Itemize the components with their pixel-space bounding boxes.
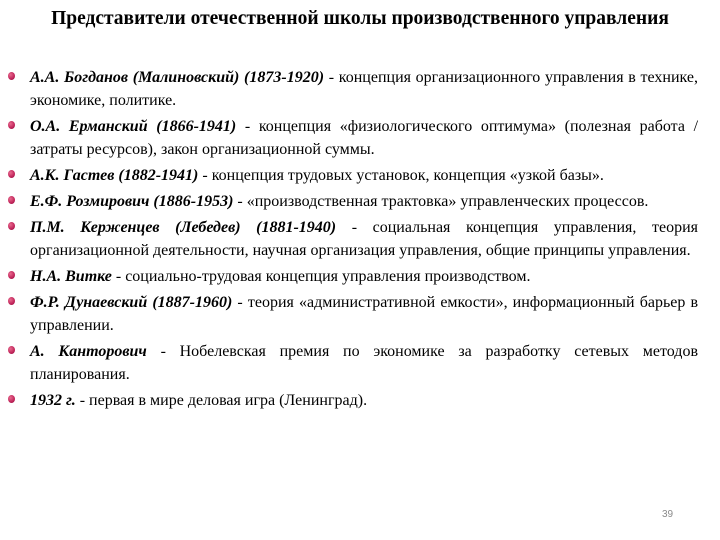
concept-description: - «производственная трактовка» управленческих процессов. (233, 193, 649, 210)
list-item-kantorovich (8, 340, 698, 386)
list-item-bogdanov (8, 66, 698, 112)
concept-description: - Нобелевская премия по экономике за разработку сетевых методов планирования. (30, 343, 698, 383)
person-name: А.А. Богданов (Малиновский) (1873-1920) (30, 69, 325, 86)
person-name: Н.А. Витке (30, 268, 112, 285)
bullet-icon (8, 222, 15, 230)
bullet-icon (8, 121, 15, 129)
list-item-dunaevsky (8, 291, 698, 337)
list-item-1932 (8, 389, 698, 412)
list-item-vitke (8, 265, 698, 288)
representatives-list (8, 66, 698, 415)
list-item-gastev (8, 164, 698, 187)
bullet-icon (8, 395, 15, 403)
person-name: А. Канторович (30, 343, 147, 360)
bullet-icon (8, 346, 15, 354)
concept-description: - социально-трудовая концепция управления производством. (111, 268, 531, 285)
person-name: А.К. Гастев (1882-1941) (30, 167, 199, 184)
bullet-icon (8, 170, 15, 178)
concept-description: - концепция организационного управления в технике, экономике, политике. (30, 69, 698, 109)
person-name: П.М. Керженцев (Лебедев) (1881-1940) (30, 219, 337, 236)
concept-description: - теория «административной емкости», информационный барьер в управлении. (30, 294, 698, 334)
list-item-ermansky (8, 115, 698, 161)
event-description: - первая в мире деловая игра (Ленинград). (75, 392, 368, 409)
concept-description: - социальная концепция управления, теория организационной деятельности, научная организация управления, общие принципы управления. (30, 219, 698, 259)
slide-title: Представители отечественной школы производственного управления (51, 8, 669, 29)
bullet-icon (8, 271, 15, 279)
bullet-icon (8, 72, 15, 80)
person-name: О.А. Ерманский (1866-1941) (30, 118, 237, 135)
bullet-icon (8, 297, 15, 305)
person-name: Е.Ф. Розмирович (1886-1953) (30, 193, 234, 210)
list-item-kerzhentsev (8, 216, 698, 262)
concept-description: - концепция «физиологического оптимума» (полезная работа / затраты ресурсов), закон организационной суммы. (30, 118, 699, 158)
concept-description: - концепция трудовых установок, концепция «узкой базы». (198, 167, 604, 184)
bullet-icon (8, 196, 15, 204)
person-name: Ф.Р. Дунаевский (1887-1960) (30, 294, 233, 311)
event-year: 1932 г. (30, 392, 76, 409)
page-number: 39 (662, 509, 674, 520)
list-item-rozmirovich (8, 190, 698, 213)
